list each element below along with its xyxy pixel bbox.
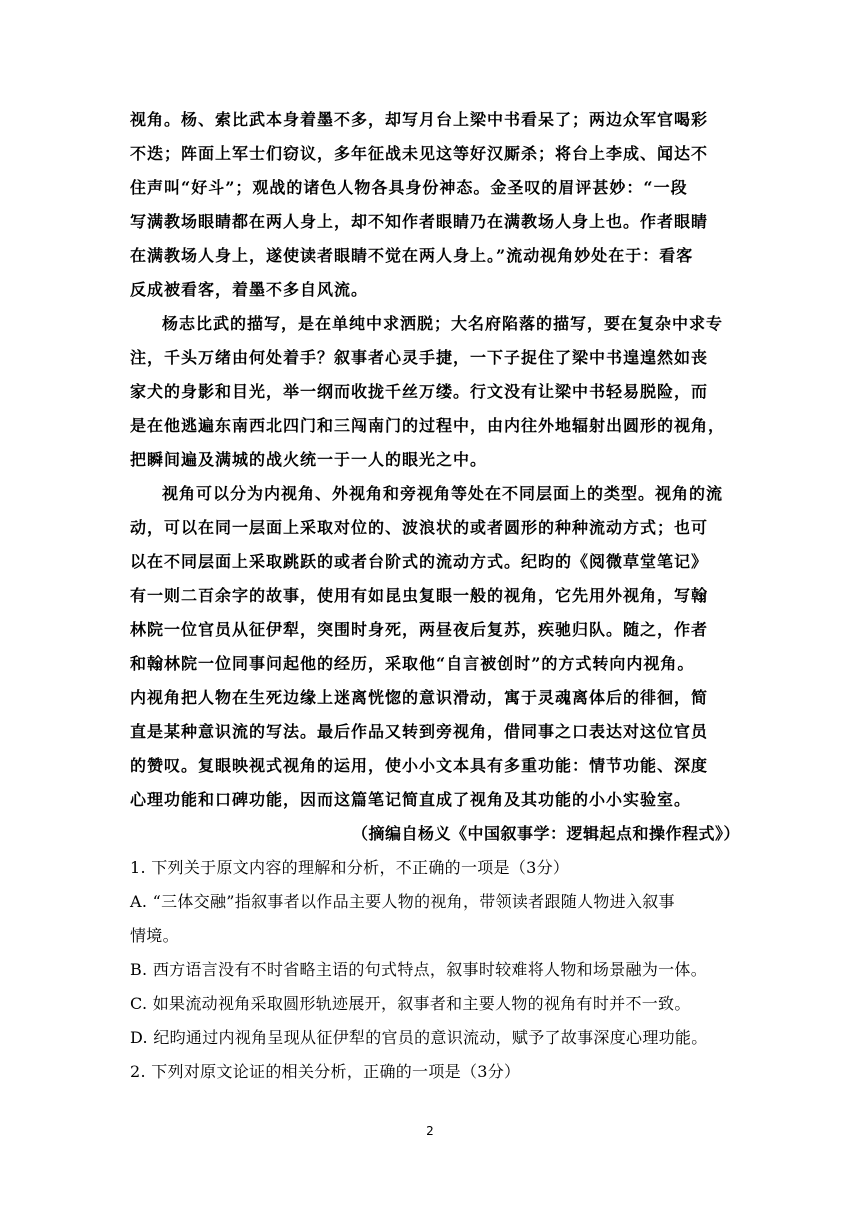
question-1-option-d: D. 纪昀通过内视角呈现从征伊犁的官员的意识流动，赋予了故事深度心理功能。 (130, 1028, 708, 1047)
question-1-option-a-continued: 情境。 (130, 926, 179, 945)
passage-line: 有一则二百余字的故事，使用有如昆虫复眼一般的视角，它先用外视角，写翰 (130, 586, 709, 605)
passage-line: 和翰林院一位同事问起他的经历，采取他“自言被创时”的方式转向内视角。 (130, 654, 695, 673)
passage-line: 注，千头万绪由何处着手？叙事者心灵手捷，一下子捉住了梁中书遑遑然如丧 (130, 348, 709, 367)
passage-line: 家犬的身影和目光，举一纲而收拢千丝万缕。行文没有让梁中书轻易脱险，而 (130, 382, 709, 401)
passage-line: 是在他逃遍东南西北四门和三闯南门的过程中，由内往外地辐射出圆形的视角， (130, 416, 726, 435)
passage-line: 住声叫“好斗”；观战的诸色人物各具身份神态。金圣叹的眉评甚妙：“一段 (130, 178, 688, 197)
question-1-stem: 1. 下列关于原文内容的理解和分析，不正确的一项是（3分） (130, 858, 570, 877)
question-1-option-c: C. 如果流动视角采取圆形轨迹展开，叙事者和主要人物的视角有时并不一致。 (130, 994, 691, 1013)
passage-line: 反成被看客，着墨不多自风流。 (130, 280, 369, 299)
passage-line: 写满教场眼睛都在两人身上，却不知作者眼睛乃在满教场人身上也。作者眼睛 (130, 212, 709, 231)
passage-line: 内视角把人物在生死边缘上迷离恍惚的意识滑动，寓于灵魂离体后的徘徊，简 (130, 688, 709, 707)
source-citation: （摘编自杨义《中国叙事学：逻辑起点和操作程式》） (351, 824, 740, 843)
passage-line: 视角。杨、索比武本身着墨不多，却写月台上梁中书看呆了；两边众军官喝彩 (130, 110, 709, 129)
passage-line: 直是某种意识流的写法。最后作品又转到旁视角，借同事之口表达对这位官员 (130, 722, 709, 741)
passage-line: 动，可以在同一层面上采取对位的、波浪状的或者圆形的种种流动方式；也可 (130, 518, 709, 537)
passage-line: 视角可以分为内视角、外视角和旁视角等处在不同层面上的类型。视角的流 (162, 484, 724, 503)
question-1-option-a: A. “三体交融”指叙事者以作品主要人物的视角，带领读者跟随人物进入叙事 (130, 892, 675, 911)
passage-line: 林院一位官员从征伊犁，突围时身死，两昼夜后复苏，疾驰归队。随之，作者 (130, 620, 709, 639)
passage-line: 的赞叹。复眼映视式视角的运用，使小小文本具有多重功能：情节功能、深度 (130, 756, 709, 775)
question-1-option-b: B. 西方语言没有不时省略主语的句式特点，叙事时较难将人物和场景融为一体。 (130, 960, 708, 979)
passage-line: 心理功能和口碑功能，因而这篇笔记简直成了视角及其功能的小小实验室。 (130, 790, 692, 809)
passage-line: 在满教场人身上，遂使读者眼睛不觉在两人身上。”流动视角妙处在于：看客 (130, 246, 694, 265)
page-number: 2 (426, 1124, 434, 1138)
passage-line: 不迭；阵面上军士们窃议，多年征战未见这等好汉厮杀；将台上李成、闻达不 (130, 144, 709, 163)
question-2-stem: 2. 下列对原文论证的相关分析，正确的一项是（3分） (130, 1062, 521, 1081)
body-text (130, 103, 750, 1089)
passage-line: 杨志比武的描写，是在单纯中求洒脱；大名府陷落的描写，要在复杂中求专 (162, 314, 724, 333)
passage-line: 以在不同层面上采取跳跃的或者台阶式的流动方式。纪昀的《阅微草堂笔记》 (130, 552, 709, 571)
passage-line: 把瞬间遍及满城的战火统一于一人的眼光之中。 (130, 450, 488, 469)
